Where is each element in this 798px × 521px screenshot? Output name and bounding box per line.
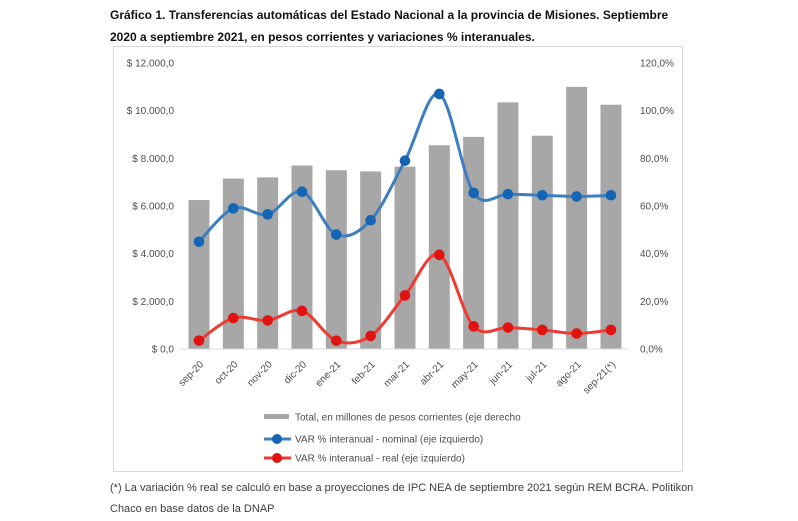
- dollar-axis-tick-label: $ 6.000,0: [132, 201, 174, 213]
- bar-sep-21(*): [600, 105, 621, 349]
- marker-oct-20: [228, 313, 239, 324]
- marker-may-21: [468, 321, 479, 332]
- x-axis-category-label: may-21: [449, 359, 481, 391]
- marker-sep-21(*): [606, 325, 617, 336]
- marker-jul-21: [537, 325, 548, 336]
- x-axis-category-label: feb-21: [349, 359, 378, 388]
- percent-axis-tick-label: 0,0%: [640, 344, 663, 356]
- marker-mar-21: [400, 290, 411, 301]
- footnote-line-2: Chaco en base datos de la DNAP: [110, 503, 275, 515]
- footnote: [110, 478, 750, 520]
- dollar-axis-tick-label: $ 4.000,0: [132, 249, 174, 261]
- bar-jul-21: [532, 136, 553, 349]
- marker-nov-20: [262, 315, 273, 326]
- percent-axis-tick-label: 60,0%: [640, 201, 669, 213]
- x-axis-category-label: sep-20: [176, 359, 207, 389]
- percent-axis-tick-label: 80,0%: [640, 153, 669, 165]
- legend-swatch-bar: [264, 414, 289, 419]
- percent-axis-tick-label: 100,0%: [640, 106, 674, 118]
- bar-sep-20: [189, 200, 210, 349]
- marker-jun-21: [503, 189, 514, 200]
- marker-oct-20: [228, 203, 239, 214]
- bar-mar-21: [394, 167, 415, 349]
- legend-swatch-marker: [272, 453, 282, 463]
- bar-ago-21: [566, 87, 587, 349]
- bar-feb-21: [360, 171, 381, 349]
- dollar-axis-tick-label: $ 10.000,0: [126, 106, 174, 118]
- dollar-axis-tick-label: $ 2.000,0: [132, 296, 174, 308]
- combo-chart: [114, 47, 680, 469]
- x-axis-category-label: mar-21: [381, 359, 413, 390]
- marker-mar-21: [400, 155, 411, 166]
- percent-axis-tick-label: 120,0%: [640, 58, 674, 70]
- x-axis-category-label: nov-20: [245, 359, 275, 389]
- marker-ago-21: [571, 191, 582, 202]
- legend-label: VAR % interanual - nominal (eje izquierdo): [295, 434, 484, 446]
- page-title-line-2: 2020 a septiembre 2021, en pesos corrientes y variaciones % interanuales.: [110, 30, 535, 44]
- bar-may-21: [463, 137, 484, 349]
- x-axis-category-label: dic-20: [282, 359, 310, 387]
- legend-label: VAR % interanual - real (eje izquierdo): [295, 453, 465, 465]
- marker-abr-21: [434, 89, 445, 100]
- x-axis-category-label: ene-21: [313, 359, 344, 390]
- footnote-line-1: (*) La variación % real se calculó en base a proyecciones de IPC NEA de septiembre 2021 según REM BCRA. Politikon: [110, 482, 694, 494]
- x-axis-category-label: ago-21: [553, 359, 584, 390]
- marker-sep-20: [194, 236, 205, 247]
- x-axis-category-label: abr-21: [418, 359, 447, 388]
- marker-feb-21: [365, 215, 376, 226]
- marker-ene-21: [331, 335, 342, 346]
- marker-feb-21: [365, 331, 376, 342]
- percent-axis-tick-label: 20,0%: [640, 296, 669, 308]
- dollar-axis-tick-label: $ 0,0: [151, 344, 174, 356]
- page-title: [110, 4, 750, 48]
- marker-ago-21: [571, 328, 582, 339]
- dollar-axis-tick-label: $ 12.000,0: [126, 58, 174, 70]
- legend-swatch-marker: [272, 434, 282, 444]
- marker-ene-21: [331, 229, 342, 240]
- dollar-axis-tick-label: $ 8.000,0: [132, 153, 174, 165]
- marker-abr-21: [434, 250, 445, 261]
- marker-jun-21: [503, 322, 514, 333]
- marker-dic-20: [297, 186, 308, 197]
- x-axis-category-label: jun-21: [487, 359, 516, 387]
- chart-figure: [113, 46, 683, 472]
- marker-sep-21(*): [606, 190, 617, 201]
- marker-may-21: [468, 188, 479, 199]
- marker-sep-20: [194, 335, 205, 346]
- legend-label: Total, en millones de pesos corrientes (eje derecho: [295, 412, 521, 424]
- x-axis-category-label: oct-20: [213, 359, 241, 387]
- bar-ene-21: [326, 170, 347, 349]
- x-axis-category-label: sep-21(*): [581, 359, 619, 397]
- percent-axis-tick-label: 40,0%: [640, 249, 669, 261]
- bar-abr-21: [429, 145, 450, 349]
- page-title-line-1: Gráfico 1. Transferencias automáticas del Estado Nacional a la provincia de Misiones. Septiembre: [110, 8, 669, 22]
- marker-jul-21: [537, 190, 548, 201]
- marker-dic-20: [297, 306, 308, 317]
- bar-jun-21: [497, 102, 518, 349]
- x-axis-category-label: jul-21: [524, 359, 550, 385]
- marker-nov-20: [262, 209, 273, 220]
